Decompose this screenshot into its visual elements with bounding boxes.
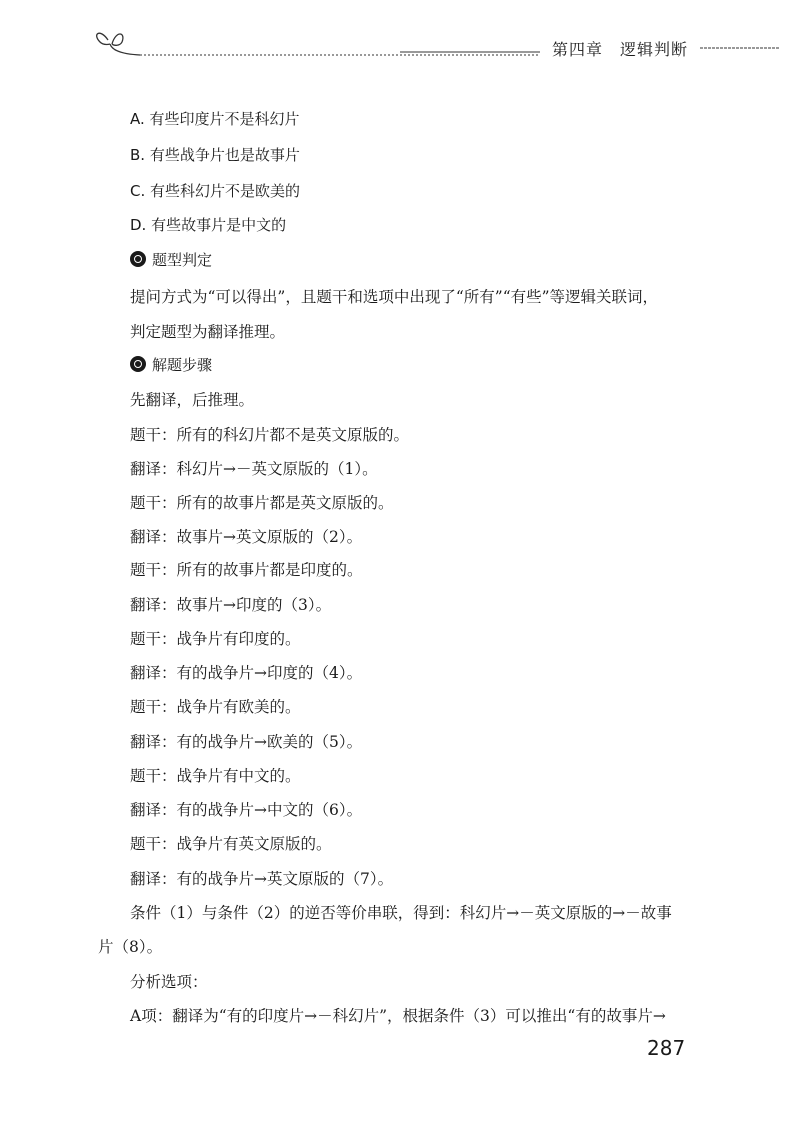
body-line: 题干：所有的故事片都是印度的。 [130, 561, 363, 579]
option-a-analysis: A项：翻译为“有的印度片→－科幻片”，根据条件（3）可以推出“有的故事片→ [130, 1007, 666, 1025]
body-line: 翻译：有的战争片→印度的（4）。 [130, 664, 363, 682]
gear-icon [130, 251, 146, 267]
option-a: A. 有些印度片不是科幻片 [130, 110, 300, 128]
chapter-title: 第四章 逻辑判断 [546, 37, 694, 60]
body-line: 翻译：有的战争片→欧美的（5）。 [130, 733, 363, 751]
body-line: 题干：战争片有印度的。 [130, 630, 301, 648]
section-type-heading [130, 249, 212, 271]
section-steps-title: 解题步骤 [152, 356, 213, 374]
option-b: B. 有些战争片也是故事片 [130, 146, 300, 164]
body-line: 先翻译，后推理。 [130, 391, 255, 409]
analysis-heading: 分析选项： [130, 973, 208, 991]
conclusion-line-2: 片（8）。 [98, 938, 163, 956]
option-d: D. 有些故事片是中文的 [130, 216, 287, 234]
body-line: 题干：战争片有英文原版的。 [130, 835, 332, 853]
page-number: 287 [647, 1036, 686, 1060]
page-header [0, 0, 800, 70]
body-line: 翻译：故事片→英文原版的（2）。 [130, 528, 363, 546]
conclusion-line-1: 条件（1）与条件（2）的逆否等价串联，得到：科幻片→－英文原版的→－故事 [130, 904, 672, 922]
body-line: 题干：所有的故事片都是英文原版的。 [130, 494, 394, 512]
body-line: 题干：战争片有欧美的。 [130, 698, 301, 716]
section-steps-heading [130, 354, 212, 376]
body-line: 翻译：有的战争片→英文原版的（7）。 [130, 870, 394, 888]
body-line: 题干：所有的科幻片都不是英文原版的。 [130, 426, 410, 444]
type-text-1: 提问方式为“可以得出”，且题干和选项中出现了“所有”“有些”等逻辑关联词， [130, 288, 659, 306]
section-type-title: 题型判定 [152, 251, 213, 269]
steps-icon [130, 356, 146, 372]
body-line: 翻译：有的战争片→中文的（6）。 [130, 801, 363, 819]
type-text-2: 判定题型为翻译推理。 [130, 323, 286, 341]
body-line: 题干：战争片有中文的。 [130, 767, 301, 785]
body-line: 翻译：科幻片→－英文原版的（1）。 [130, 460, 378, 478]
body-line: 翻译：故事片→印度的（3）。 [130, 596, 332, 614]
option-c: C. 有些科幻片不是欧美的 [130, 182, 301, 200]
